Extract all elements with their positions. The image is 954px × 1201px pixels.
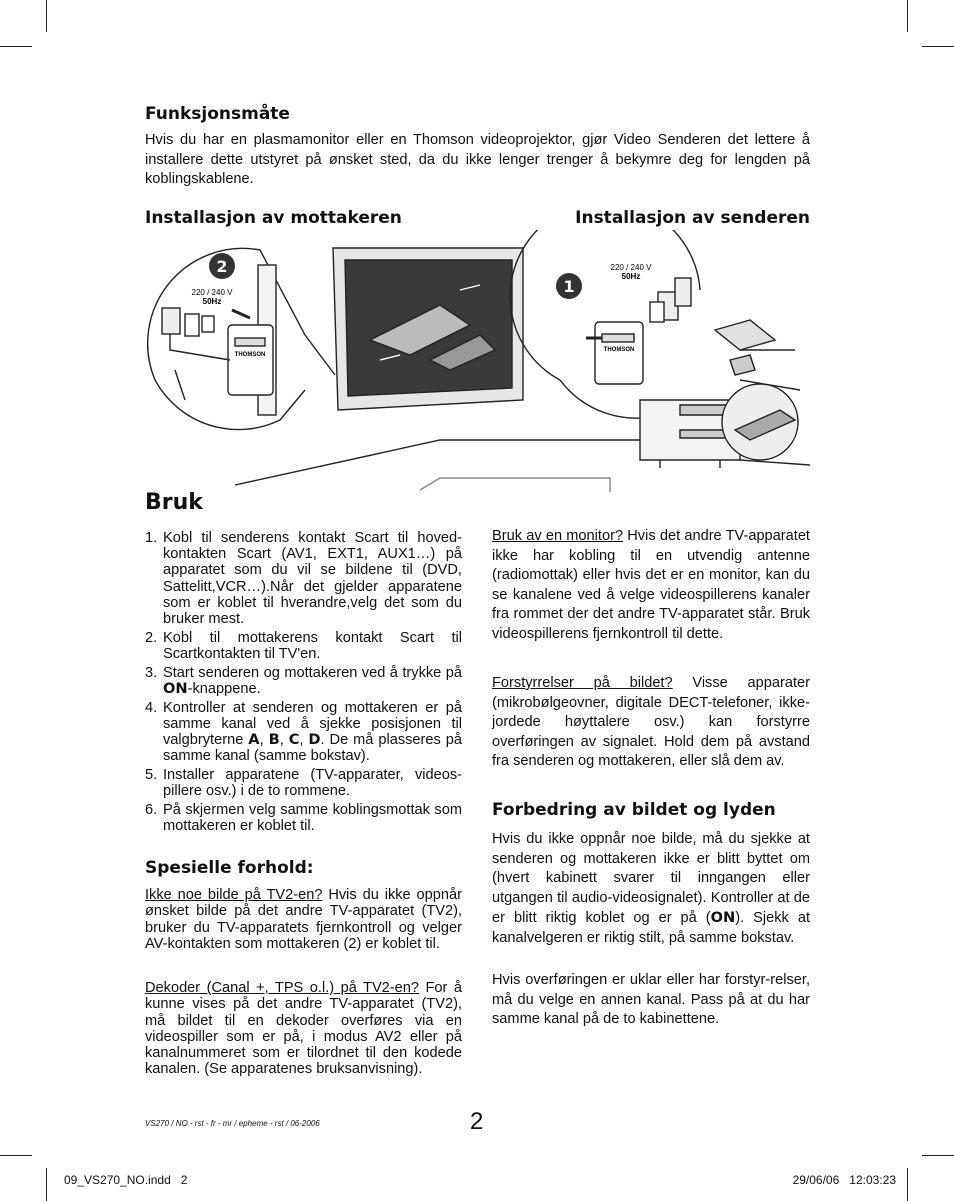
install-sender-title: Installasjon av senderen bbox=[575, 208, 810, 228]
installation-illustration bbox=[140, 230, 810, 495]
spesielle-paragraph-1: Ikke noe bilde på TV2-en? Hvis du ikke oppnår ønsket bilde på det andre TV-apparatet (TV2), bruker du TV-apparatets fjernkontroll og velger AV-kontakten som mottakeren (2) er koblet til. bbox=[145, 887, 462, 952]
crop-mark bbox=[922, 1155, 954, 1156]
freq-label-left: 50Hz bbox=[202, 297, 222, 306]
interference-paragraph: Forstyrrelser på bildet? Visse apparater (mikrobølgeovner, digitale DECT-telefoner, ikke-jordede høyttalere osv.) kan forstyrre overføringen av signalet. Hold dem på avstand fra senderen og mottakeren, eller slå dem av. bbox=[492, 675, 810, 770]
badge-2-label: 2 bbox=[216, 257, 228, 276]
crop-mark bbox=[907, 1168, 908, 1201]
spesielle-paragraph-2: Dekoder (Canal +, TPS o.l.) på TV2-en? For å kunne vises på det andre TV-apparatet (TV2), må bildet til en dekoder overføres via en videospiller som er på, i modus AV2 eller på kanalnummeret som er tilordnet til den kodede kanalen. (Se apparatenes bruksanvisning). bbox=[145, 980, 462, 1078]
file-name: 09_VS270_NO.indd 2 bbox=[64, 1173, 188, 1187]
crop-mark bbox=[46, 1168, 47, 1201]
voltage-label-left: 220 / 240 V bbox=[191, 288, 233, 297]
list-item: 6. På skjermen velg samme koblingsmottak som mottakeren er koblet til. bbox=[145, 801, 462, 834]
badge-1-label: 1 bbox=[563, 277, 575, 296]
forbedring-title: Forbedring av bildet og lyden bbox=[492, 800, 776, 820]
install-receiver-title: Installasjon av mottakeren bbox=[145, 208, 402, 228]
doc-code: VS270 / NO - rst - fr - mr / epheme - rst / 06-2006 bbox=[145, 1119, 320, 1128]
list-item: 1. Kobl til senderens kontakt Scart til hoved-kontakten Scart (AV1, EXT1, AUX1…) på apparatet som du vil se bildene til (DVD, Sattelitt,VCR…).Når det gjelder apparatene som er koblet til hverandre,velg det som du bruker mest. bbox=[145, 530, 462, 628]
list-item: 2. Kobl til mottakerens kontakt Scart til Scartkontakten til TV'en. bbox=[145, 629, 462, 662]
monitor-paragraph: Bruk av en monitor? Hvis det andre TV-apparatet ikke har kobling til en utvendig antenne (radiomottak) eller hvis det er en monitor, kan du se kanalene ved å velge videospillerens kanaler fra rommet der det andre TV-apparatet står. Bruk videospillerens fjernkontroll til dette. bbox=[492, 528, 810, 642]
brand-label-left: THOMSON bbox=[234, 352, 266, 358]
forbedring-paragraph-2: Hvis overføringen er uklar eller har forstyr-relser, må du velge en annen kanal. Pass på at du har samme kanal på de to kabinettene. bbox=[492, 972, 810, 1028]
list-item: 4. Kontroller at senderen og mottakeren er på samme kanal ved å sjekke posisjonen til valgbryterne A, B, C, D. De må plasseres på samme kanal (samme bokstav). bbox=[145, 699, 462, 765]
crop-mark bbox=[907, 0, 908, 32]
bruk-steps-list bbox=[145, 530, 462, 837]
forbedring-paragraph-1: Hvis du ikke oppnår noe bilde, må du sjekke at senderen og mottakeren ikke er blitt byttet om (hvert kabinett svarer til inngangen eller utgangen til audio-videosignalet). Kontroller at de er blitt riktig koblet og er på (ON). Sjekk at kanalvelgeren er riktig stilt, på samme bokstav. bbox=[492, 831, 811, 946]
crop-mark bbox=[0, 46, 32, 47]
crop-mark bbox=[0, 1155, 32, 1156]
voltage-label-right: 220 / 240 V bbox=[610, 263, 652, 272]
list-item: 5. Installer apparatene (TV-apparater, videos-pillere osv.) i de to rommene. bbox=[145, 766, 462, 800]
page-number: 2 bbox=[470, 1108, 484, 1135]
funksjon-paragraph: Hvis du har en plasmamonitor eller en Thomson videoprojektor, gjør Video Senderen det lettere å installere dette utstyret på ønsket sted, da du ikke lenger trenger å bekymre deg for lengden på koblingskablene. bbox=[145, 132, 810, 188]
spesielle-title: Spesielle forhold: bbox=[145, 858, 314, 878]
crop-mark bbox=[46, 0, 47, 32]
section-title-funksjon: Funksjonsmåte bbox=[145, 104, 290, 124]
brand-label-right: THOMSON bbox=[603, 347, 635, 353]
list-item: 3. Start senderen og mottakeren ved å trykke på ON-knappene. bbox=[145, 664, 462, 697]
bruk-title: Bruk bbox=[145, 490, 203, 515]
crop-mark bbox=[922, 46, 954, 47]
file-datetime: 29/06/06 12:03:23 bbox=[792, 1173, 896, 1187]
freq-label-right: 50Hz bbox=[621, 272, 641, 281]
